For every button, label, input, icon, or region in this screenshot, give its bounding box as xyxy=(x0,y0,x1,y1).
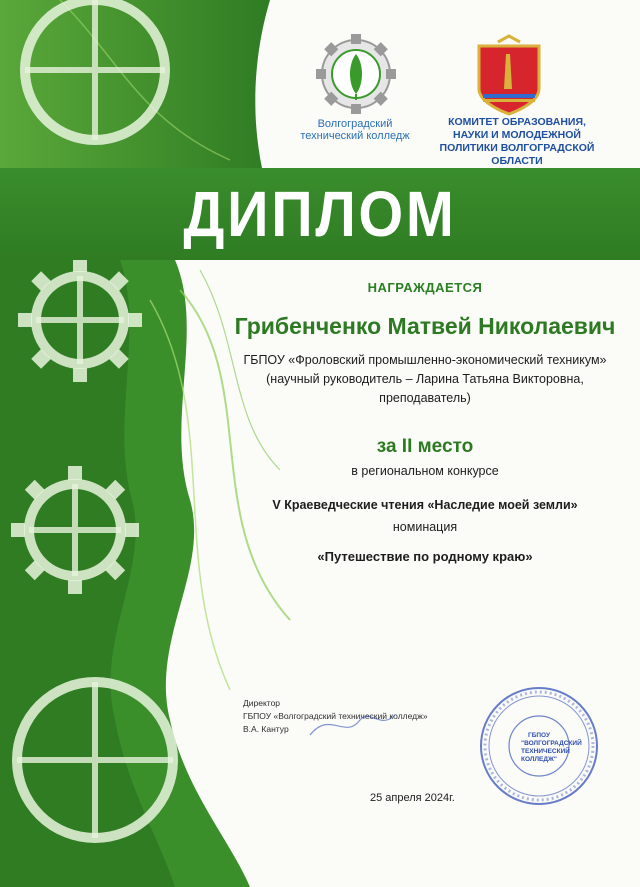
stamp-text xyxy=(521,732,582,764)
signatory-name: В.А. Кантур xyxy=(243,724,289,734)
committee-name: КОМИТЕТ ОБРАЗОВАНИЯ, НАУКИ И МОЛОДЕЖНОЙ ПОЛИТИКИ ВОЛГОГРАДСКОЙ ОБЛАСТИ xyxy=(439,116,595,167)
recipient-name: Грибенченко Матвей Николаевич xyxy=(234,313,616,339)
signature-mark xyxy=(300,700,420,750)
college-logo xyxy=(296,30,416,120)
committee-emblem xyxy=(474,34,544,116)
nomination-name: «Путешествие по родному краю» xyxy=(317,549,533,564)
signatory-org: ГБПОУ «Волгоградский технический колледж» xyxy=(243,711,428,721)
org-line-2: (научный руководитель – Ларина Татьяна Викторовна, xyxy=(266,372,584,386)
signatory-role: Директор xyxy=(243,698,281,708)
event-name: V Краеведческие чтения «Наследие моей земли» xyxy=(272,498,578,512)
org-line-3: преподаватель) xyxy=(379,391,471,405)
issue-date: 25 апреля 2024г. xyxy=(370,792,455,804)
contest-line: в региональном конкурсе xyxy=(351,464,499,478)
college-name: Волгоградский технический колледж xyxy=(300,118,410,142)
place-awarded: за II место xyxy=(376,436,474,457)
stamp-line-2: "ВОЛГОГРАДСКИЙ ТЕХНИЧЕСКИЙ КОЛЛЕДЖ" xyxy=(521,740,582,763)
stamp-line-1: ГБПОУ xyxy=(528,732,550,739)
diploma-title: ДИПЛОМ xyxy=(183,178,457,250)
awarded-label: НАГРАЖДАЕТСЯ xyxy=(367,280,483,295)
recipient-organization xyxy=(220,351,630,408)
org-line-1: ГБПОУ «Фроловский промышленно-экономический техникум» xyxy=(243,353,607,367)
nomination-label: номинация xyxy=(392,520,458,534)
